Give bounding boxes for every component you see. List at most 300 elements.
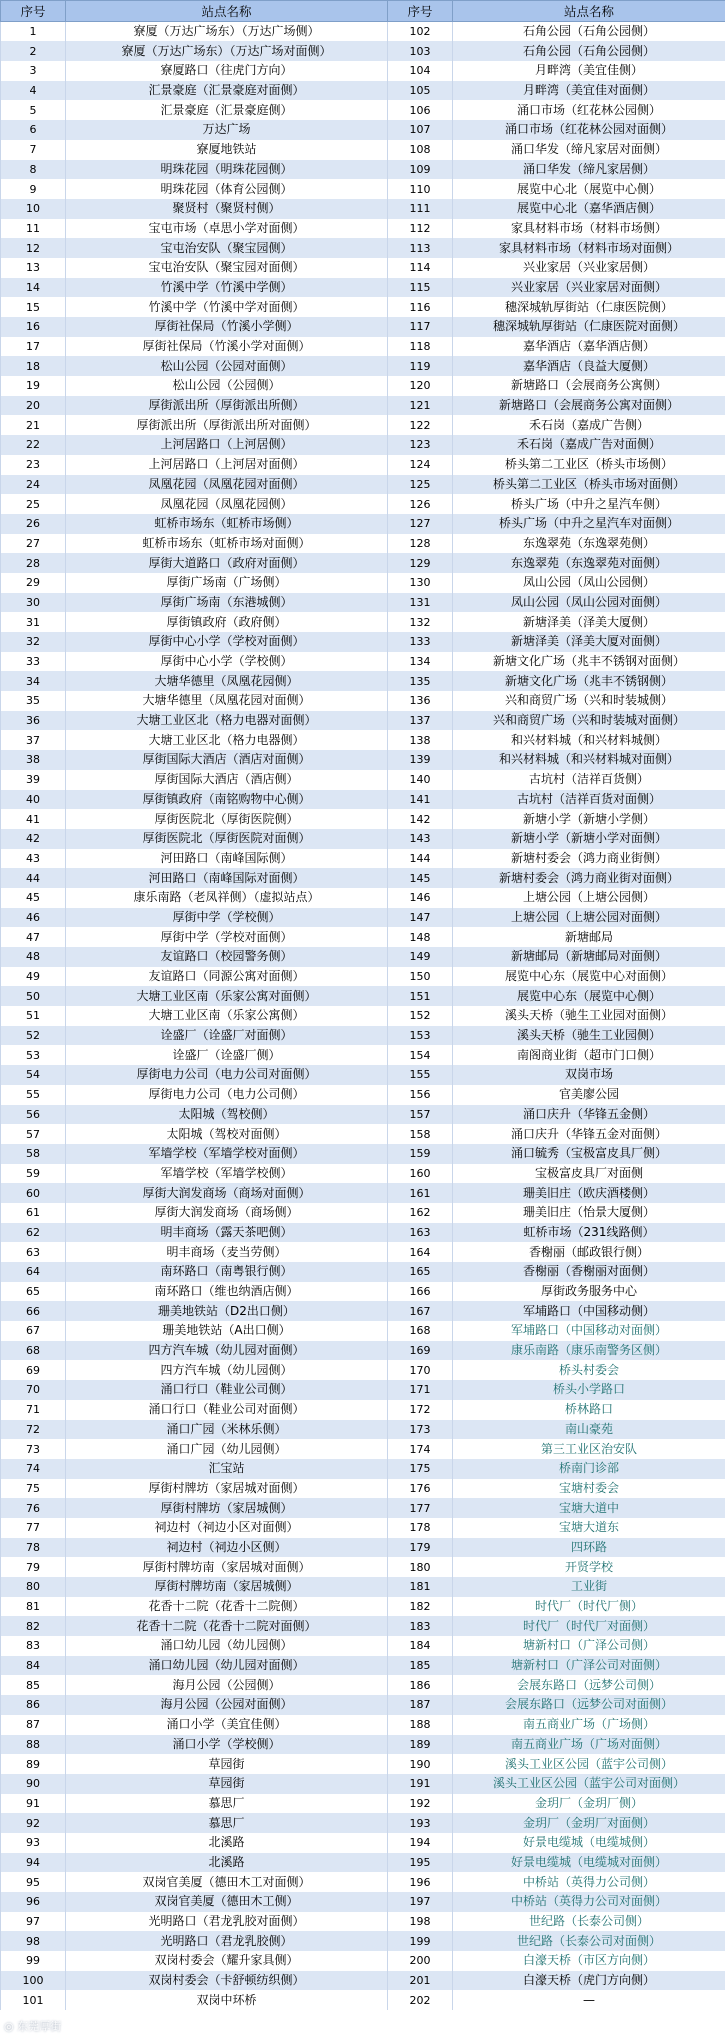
table-row — [1, 1006, 725, 1026]
station-left-cell: 双岗官美厦（德田木工对面侧） — [66, 1872, 388, 1892]
seq-left-cell: 28 — [1, 553, 66, 573]
seq-left-cell: 100 — [1, 1971, 66, 1991]
station-right-cell: 东逸翠苑（东逸翠苑对面侧） — [453, 553, 725, 573]
station-right-cell: 厚街政务服务中心 — [453, 1282, 725, 1302]
seq-right-cell: 110 — [388, 179, 453, 199]
table-row — [1, 1360, 725, 1380]
seq-left-cell: 30 — [1, 593, 66, 613]
seq-right-cell: 194 — [388, 1833, 453, 1853]
seq-right-cell: 130 — [388, 573, 453, 593]
station-right-cell: 双岗市场 — [453, 1065, 725, 1085]
station-left-cell: 涌口小学（美宜佳侧） — [66, 1715, 388, 1735]
station-left-cell: 厚街村牌坊南（家居城侧） — [66, 1577, 388, 1597]
station-right-cell: 桥头广场（中升之星汽车对面侧） — [453, 514, 725, 534]
table-row — [1, 1262, 725, 1282]
station-left-cell: 厚街中学（学校对面侧） — [66, 927, 388, 947]
station-right-cell: 溪头天桥（驰生工业园侧） — [453, 1026, 725, 1046]
table-row — [1, 1341, 725, 1361]
seq-right-cell: 181 — [388, 1577, 453, 1597]
station-left-cell: 明丰商场（麦当劳侧） — [66, 1242, 388, 1262]
station-right-cell: 溪头工业区公园（蓝宇公司对面侧） — [453, 1774, 725, 1794]
seq-right-cell: 120 — [388, 376, 453, 396]
seq-right-cell: 182 — [388, 1597, 453, 1617]
table-row — [1, 612, 725, 632]
seq-right-cell: 146 — [388, 888, 453, 908]
station-left-cell: 寮厦（万达广场东）（万达广场侧） — [66, 21, 388, 41]
table-row — [1, 356, 725, 376]
station-left-cell: 涌口行口（鞋业公司对面侧） — [66, 1400, 388, 1420]
station-right-cell: 南阁商业街（超市门口侧） — [453, 1045, 725, 1065]
seq-left-cell: 57 — [1, 1124, 66, 1144]
station-left-cell: 厚街大润发商场（商场侧） — [66, 1203, 388, 1223]
seq-right-cell: 167 — [388, 1301, 453, 1321]
station-left-cell: 慕思厂 — [66, 1794, 388, 1814]
station-left-cell: 凤凰花园（凤凰花园对面侧） — [66, 475, 388, 495]
seq-right-cell: 190 — [388, 1754, 453, 1774]
station-left-cell: 厚街大道路口（政府对面侧） — [66, 553, 388, 573]
seq-right-cell: 168 — [388, 1321, 453, 1341]
station-right-cell: 古坑村（洁祥百货侧） — [453, 770, 725, 790]
seq-right-cell: 169 — [388, 1341, 453, 1361]
station-right-cell: 中桥站（英得力公司侧） — [453, 1872, 725, 1892]
seq-right-cell: 141 — [388, 790, 453, 810]
station-left-cell: 宝屯治安队（聚宝园对面侧） — [66, 258, 388, 278]
seq-left-cell: 62 — [1, 1223, 66, 1243]
station-left-cell: 友谊路口（校园警务侧） — [66, 947, 388, 967]
seq-left-cell: 80 — [1, 1577, 66, 1597]
seq-right-cell: 160 — [388, 1164, 453, 1184]
station-right-cell: 展览中心北（嘉华酒店侧） — [453, 199, 725, 219]
station-right-cell: 月畔湾（美宜佳对面侧） — [453, 81, 725, 101]
seq-right-cell: 198 — [388, 1912, 453, 1932]
seq-left-cell: 8 — [1, 160, 66, 180]
seq-right-cell: 151 — [388, 986, 453, 1006]
station-right-cell: 四环路 — [453, 1538, 725, 1558]
table-row — [1, 671, 725, 691]
station-right-cell: 塘新村口（广泽公司对面侧） — [453, 1656, 725, 1676]
seq-right-cell: 123 — [388, 435, 453, 455]
station-right-cell: 家具材料市场（材料市场侧） — [453, 219, 725, 239]
table-row — [1, 179, 725, 199]
station-left-cell: 康乐南路（老凤祥侧）（虚拟站点） — [66, 888, 388, 908]
table-row — [1, 1675, 725, 1695]
station-right-cell: 宝塘大道中 — [453, 1498, 725, 1518]
table-row — [1, 258, 725, 278]
station-right-cell: 桥头村委会 — [453, 1360, 725, 1380]
station-right-cell: 会展东路口（远梦公司侧） — [453, 1675, 725, 1695]
station-left-cell: 厚街村牌坊南（家居城对面侧） — [66, 1557, 388, 1577]
station-left-cell: 草园街 — [66, 1754, 388, 1774]
station-right-cell: 兴和商贸广场（兴和时装城侧） — [453, 691, 725, 711]
station-right-cell: 和兴材料城（和兴材料城侧） — [453, 730, 725, 750]
seq-left-cell: 23 — [1, 455, 66, 475]
station-right-cell: 溪头天桥（驰生工业园对面侧） — [453, 1006, 725, 1026]
station-right-cell: 金玥厂（金玥厂对面侧） — [453, 1813, 725, 1833]
seq-left-cell: 12 — [1, 238, 66, 258]
station-right-cell: 军埔路口（中国移动对面侧） — [453, 1321, 725, 1341]
seq-right-cell: 144 — [388, 849, 453, 869]
seq-left-cell: 44 — [1, 868, 66, 888]
station-left-cell: 花香十二院（花香十二院对面侧） — [66, 1616, 388, 1636]
station-right-cell: 上塘公园（上塘公园对面侧） — [453, 908, 725, 928]
station-left-cell: 大塘工业区南（乐家公寓侧） — [66, 1006, 388, 1026]
seq-left-cell: 42 — [1, 829, 66, 849]
station-left-cell: 汇宝站 — [66, 1459, 388, 1479]
station-right-cell: 穗深城轨厚街站（仁康医院对面侧） — [453, 317, 725, 337]
station-right-cell: 时代厂（时代厂侧） — [453, 1597, 725, 1617]
station-right-cell: 新塘村委会（鸿力商业街侧） — [453, 849, 725, 869]
station-right-cell: 涌口市场（红花林公园对面侧） — [453, 120, 725, 140]
seq-right-cell: 137 — [388, 711, 453, 731]
seq-left-cell: 73 — [1, 1439, 66, 1459]
seq-right-cell: 126 — [388, 494, 453, 514]
table-row — [1, 1715, 725, 1735]
station-left-cell: 北溪路 — [66, 1833, 388, 1853]
station-left-cell: 厚街中心小学（学校侧） — [66, 652, 388, 672]
seq-left-cell: 40 — [1, 790, 66, 810]
seq-right-cell: 187 — [388, 1695, 453, 1715]
seq-right-cell: 188 — [388, 1715, 453, 1735]
seq-right-cell: 174 — [388, 1439, 453, 1459]
station-right-cell: 世纪路（长泰公司侧） — [453, 1912, 725, 1932]
station-left-cell: 双岗官美厦（德田木工侧） — [66, 1892, 388, 1912]
seq-right-cell: 180 — [388, 1557, 453, 1577]
station-left-cell: 诠盛厂（诠盛厂侧） — [66, 1045, 388, 1065]
table-body — [1, 21, 725, 2010]
seq-right-cell: 102 — [388, 21, 453, 41]
header-row — [1, 1, 725, 22]
station-left-cell: 涌口行口（鞋业公司侧） — [66, 1380, 388, 1400]
table-row — [1, 21, 725, 41]
table-row — [1, 947, 725, 967]
station-left-cell: 竹溪中学（竹溪中学侧） — [66, 278, 388, 298]
seq-left-cell: 10 — [1, 199, 66, 219]
table-row — [1, 1203, 725, 1223]
station-right-cell: 新塘村委会（鸿力商业街对面侧） — [453, 868, 725, 888]
station-left-cell: 厚街镇政府（南铭购物中心侧） — [66, 790, 388, 810]
table-row — [1, 494, 725, 514]
seq-right-cell: 127 — [388, 514, 453, 534]
station-left-cell: 宝屯市场（卓思小学对面侧） — [66, 219, 388, 239]
station-left-cell: 寮厦（万达广场东）（万达广场对面侧） — [66, 41, 388, 61]
station-right-cell: 涌口庆升（华锋五金对面侧） — [453, 1124, 725, 1144]
table-row — [1, 1872, 725, 1892]
station-left-cell: 友谊路口（同源公寓对面侧） — [66, 967, 388, 987]
table-row — [1, 790, 725, 810]
table-row — [1, 1853, 725, 1873]
seq-right-cell: 199 — [388, 1931, 453, 1951]
seq-right-cell: 195 — [388, 1853, 453, 1873]
station-left-cell: 厚街电力公司（电力公司对面侧） — [66, 1065, 388, 1085]
seq-right-cell: 119 — [388, 356, 453, 376]
table-row — [1, 1479, 725, 1499]
seq-left-cell: 59 — [1, 1164, 66, 1184]
seq-left-cell: 15 — [1, 297, 66, 317]
station-left-cell: 寮厦地铁站 — [66, 140, 388, 160]
seq-right-cell: 164 — [388, 1242, 453, 1262]
seq-right-cell: 135 — [388, 671, 453, 691]
table-row — [1, 1420, 725, 1440]
table-row — [1, 1065, 725, 1085]
seq-right-cell: 155 — [388, 1065, 453, 1085]
table-row — [1, 1794, 725, 1814]
station-right-cell: 涌口市场（红花林公园侧） — [453, 100, 725, 120]
station-right-cell: 金玥厂（金玥厂侧） — [453, 1794, 725, 1814]
station-left-cell: 珊美地铁站（A出口侧） — [66, 1321, 388, 1341]
seq-right-cell: 200 — [388, 1951, 453, 1971]
seq-left-cell: 97 — [1, 1912, 66, 1932]
table-row — [1, 81, 725, 101]
table-row — [1, 829, 725, 849]
table-row — [1, 238, 725, 258]
station-right-cell: 新塘泽美（泽美大厦侧） — [453, 612, 725, 632]
seq-right-cell: 158 — [388, 1124, 453, 1144]
station-left-cell: 河田路口（南峰国际侧） — [66, 849, 388, 869]
table-row — [1, 415, 725, 435]
station-right-cell: 兴和商贸广场（兴和时装城对面侧） — [453, 711, 725, 731]
seq-left-cell: 41 — [1, 809, 66, 829]
station-left-cell: 厚街派出所（厚街派出所侧） — [66, 396, 388, 416]
seq-left-cell: 43 — [1, 849, 66, 869]
station-right-cell: 桥头小学路口 — [453, 1380, 725, 1400]
seq-right-cell: 129 — [388, 553, 453, 573]
seq-left-cell: 87 — [1, 1715, 66, 1735]
station-right-cell: 展览中心北（展览中心侧） — [453, 179, 725, 199]
seq-right-cell: 183 — [388, 1616, 453, 1636]
seq-right-cell: 143 — [388, 829, 453, 849]
table-row — [1, 1242, 725, 1262]
seq-left-cell: 98 — [1, 1931, 66, 1951]
table-row — [1, 140, 725, 160]
seq-right-cell: 107 — [388, 120, 453, 140]
station-right-cell: 石角公园（石角公园侧） — [453, 21, 725, 41]
station-left-cell: 双岗村委会（卡舒顿纺织侧） — [66, 1971, 388, 1991]
station-right-cell: 塘新村口（广泽公司侧） — [453, 1636, 725, 1656]
seq-left-cell: 7 — [1, 140, 66, 160]
seq-left-cell: 101 — [1, 1990, 66, 2010]
seq-right-cell: 153 — [388, 1026, 453, 1046]
table-row — [1, 573, 725, 593]
seq-right-cell: 115 — [388, 278, 453, 298]
seq-left-cell: 81 — [1, 1597, 66, 1617]
station-left-cell: 大塘工业区北（格力电器侧） — [66, 730, 388, 750]
seq-left-cell: 56 — [1, 1105, 66, 1125]
station-left-cell: 虹桥市场东（虹桥市场对面侧） — [66, 534, 388, 554]
seq-right-cell: 121 — [388, 396, 453, 416]
station-left-cell: 涌口小学（学校侧） — [66, 1735, 388, 1755]
seq-left-cell: 9 — [1, 179, 66, 199]
station-left-cell: 四方汽车城（幼儿园对面侧） — [66, 1341, 388, 1361]
seq-right-cell: 106 — [388, 100, 453, 120]
seq-left-cell: 76 — [1, 1498, 66, 1518]
seq-left-cell: 93 — [1, 1833, 66, 1853]
station-left-cell: 厚街中心小学（学校对面侧） — [66, 632, 388, 652]
station-right-cell: 香榭丽（邮政银行侧） — [453, 1242, 725, 1262]
station-left-cell: 北溪路 — [66, 1853, 388, 1873]
station-left-cell: 军墙学校（军墙学校侧） — [66, 1164, 388, 1184]
seq-left-cell: 4 — [1, 81, 66, 101]
station-left-cell: 厚街广场南（东港城侧） — [66, 593, 388, 613]
station-left-cell: 厚街村牌坊（家居城对面侧） — [66, 1479, 388, 1499]
seq-left-cell: 74 — [1, 1459, 66, 1479]
seq-left-cell: 89 — [1, 1754, 66, 1774]
station-left-cell: 厚街大润发商场（商场对面侧） — [66, 1183, 388, 1203]
station-left-cell: 聚贤村（聚贤村侧） — [66, 199, 388, 219]
station-left-cell: 花香十二院（花香十二院侧） — [66, 1597, 388, 1617]
seq-left-cell: 58 — [1, 1144, 66, 1164]
table-row — [1, 1518, 725, 1538]
station-right-cell: 涌口华发（缔凡家居侧） — [453, 160, 725, 180]
seq-right-cell: 173 — [388, 1420, 453, 1440]
seq-left-cell: 16 — [1, 317, 66, 337]
station-right-cell: 涌口毓秀（宝极富皮具厂侧） — [453, 1144, 725, 1164]
seq-right-cell: 133 — [388, 632, 453, 652]
seq-right-cell: 178 — [388, 1518, 453, 1538]
seq-right-cell: 142 — [388, 809, 453, 829]
seq-left-cell: 64 — [1, 1262, 66, 1282]
table-row — [1, 1183, 725, 1203]
table-row — [1, 809, 725, 829]
seq-right-cell: 171 — [388, 1380, 453, 1400]
station-left-cell: 汇景豪庭（汇景豪庭侧） — [66, 100, 388, 120]
station-right-cell: 桥林路口 — [453, 1400, 725, 1420]
seq-left-cell: 63 — [1, 1242, 66, 1262]
table-row — [1, 435, 725, 455]
seq-left-cell: 38 — [1, 750, 66, 770]
table-row — [1, 61, 725, 81]
station-left-cell: 寮厦路口（往虎门方向） — [66, 61, 388, 81]
station-right-cell: 中桥站（英得力公司对面侧） — [453, 1892, 725, 1912]
station-left-cell: 大塘华德里（凤凰花园对面侧） — [66, 691, 388, 711]
station-right-cell: 凤山公园（凤山公园侧） — [453, 573, 725, 593]
table-row — [1, 652, 725, 672]
station-left-cell: 大塘工业区北（格力电器对面侧） — [66, 711, 388, 731]
station-left-cell: 厚街镇政府（政府侧） — [66, 612, 388, 632]
seq-right-cell: 147 — [388, 908, 453, 928]
seq-right-cell: 179 — [388, 1538, 453, 1558]
header-seq-right: 序号 — [388, 1, 453, 22]
seq-right-cell: 157 — [388, 1105, 453, 1125]
seq-right-cell: 184 — [388, 1636, 453, 1656]
seq-right-cell: 175 — [388, 1459, 453, 1479]
station-left-cell: 厚街广场南（广场侧） — [66, 573, 388, 593]
table-row — [1, 376, 725, 396]
station-left-cell: 厚街国际大酒店（酒店侧） — [66, 770, 388, 790]
table-row — [1, 337, 725, 357]
table-row — [1, 297, 725, 317]
table-row — [1, 1774, 725, 1794]
table-row — [1, 514, 725, 534]
station-right-cell: 溪头工业区公园（蓝宇公司侧） — [453, 1754, 725, 1774]
seq-left-cell: 45 — [1, 888, 66, 908]
station-right-cell: 石角公园（石角公园侧） — [453, 41, 725, 61]
seq-right-cell: 202 — [388, 1990, 453, 2010]
seq-left-cell: 78 — [1, 1538, 66, 1558]
seq-right-cell: 149 — [388, 947, 453, 967]
station-left-cell: 竹溪中学（竹溪中学对面侧） — [66, 297, 388, 317]
seq-right-cell: 136 — [388, 691, 453, 711]
seq-left-cell: 32 — [1, 632, 66, 652]
station-left-cell: 涌口广园（米林乐侧） — [66, 1420, 388, 1440]
seq-left-cell: 55 — [1, 1085, 66, 1105]
table-row — [1, 770, 725, 790]
seq-left-cell: 31 — [1, 612, 66, 632]
seq-left-cell: 47 — [1, 927, 66, 947]
station-left-cell: 祠边村（祠边小区侧） — [66, 1538, 388, 1558]
table-row — [1, 100, 725, 120]
station-right-cell: 禾石岗（嘉成广告侧） — [453, 415, 725, 435]
station-left-cell: 大塘工业区南（乐家公寓对面侧） — [66, 986, 388, 1006]
station-right-cell: 嘉华酒店（良益大厦侧） — [453, 356, 725, 376]
seq-right-cell: 109 — [388, 160, 453, 180]
seq-right-cell: 131 — [388, 593, 453, 613]
station-right-cell: 南山豪苑 — [453, 1420, 725, 1440]
seq-left-cell: 51 — [1, 1006, 66, 1026]
table-row — [1, 534, 725, 554]
station-left-cell: 祠边村（祠边小区对面侧） — [66, 1518, 388, 1538]
seq-right-cell: 108 — [388, 140, 453, 160]
seq-right-cell: 191 — [388, 1774, 453, 1794]
table-row — [1, 1735, 725, 1755]
station-left-cell: 海月公园（公园对面侧） — [66, 1695, 388, 1715]
station-left-cell: 厚街国际大酒店（酒店对面侧） — [66, 750, 388, 770]
table-row — [1, 1459, 725, 1479]
station-right-cell: 桥南门诊部 — [453, 1459, 725, 1479]
station-left-cell: 涌口广园（幼儿园侧） — [66, 1439, 388, 1459]
table-row — [1, 160, 725, 180]
table-row — [1, 1754, 725, 1774]
seq-left-cell: 3 — [1, 61, 66, 81]
station-left-cell: 厚街医院北（厚街医院侧） — [66, 809, 388, 829]
station-left-cell: 军墙学校（军墙学校对面侧） — [66, 1144, 388, 1164]
station-left-cell: 双岗村委会（耀升家具侧） — [66, 1951, 388, 1971]
table-row — [1, 730, 725, 750]
seq-left-cell: 34 — [1, 671, 66, 691]
station-right-cell: 展览中心东（展览中心对面侧） — [453, 967, 725, 987]
seq-left-cell: 54 — [1, 1065, 66, 1085]
seq-right-cell: 138 — [388, 730, 453, 750]
table-row — [1, 1931, 725, 1951]
seq-left-cell: 91 — [1, 1794, 66, 1814]
table-row — [1, 711, 725, 731]
seq-left-cell: 52 — [1, 1026, 66, 1046]
station-right-cell: 珊美旧庄（怡景大厦侧） — [453, 1203, 725, 1223]
seq-left-cell: 94 — [1, 1853, 66, 1873]
seq-right-cell: 162 — [388, 1203, 453, 1223]
station-left-cell: 太阳城（驾校对面侧） — [66, 1124, 388, 1144]
seq-left-cell: 26 — [1, 514, 66, 534]
station-right-cell: 南五商业广场（广场侧） — [453, 1715, 725, 1735]
seq-right-cell: 176 — [388, 1479, 453, 1499]
seq-left-cell: 95 — [1, 1872, 66, 1892]
seq-left-cell: 96 — [1, 1892, 66, 1912]
table-row — [1, 868, 725, 888]
table-row — [1, 1813, 725, 1833]
station-right-cell: 宝塘大道东 — [453, 1518, 725, 1538]
station-right-cell: 家具材料市场（材料市场对面侧） — [453, 238, 725, 258]
seq-right-cell: 116 — [388, 297, 453, 317]
seq-left-cell: 68 — [1, 1341, 66, 1361]
station-right-cell: 好景电缆城（电缆城侧） — [453, 1833, 725, 1853]
seq-left-cell: 85 — [1, 1675, 66, 1695]
table-row — [1, 632, 725, 652]
seq-left-cell: 99 — [1, 1951, 66, 1971]
station-left-cell: 南环路口（南粤银行侧） — [66, 1262, 388, 1282]
station-left-cell: 涌口幼儿园（幼儿园侧） — [66, 1636, 388, 1656]
station-left-cell: 明珠花园（明珠花园侧） — [66, 160, 388, 180]
seq-right-cell: 104 — [388, 61, 453, 81]
station-right-cell: 新塘邮局 — [453, 927, 725, 947]
